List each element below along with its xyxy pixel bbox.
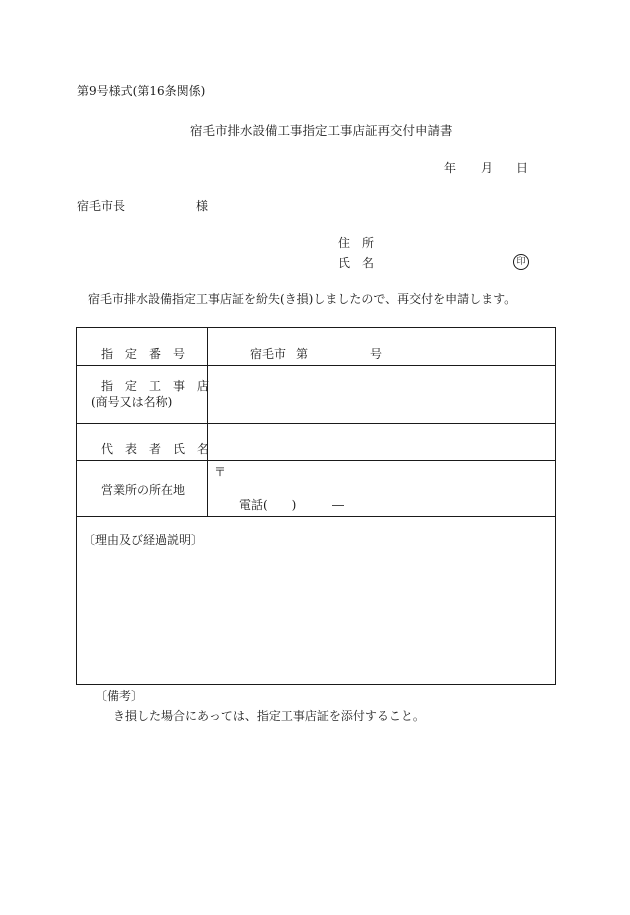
designation-number-label: 指 定 番 号 bbox=[101, 347, 186, 361]
document-title: 宿毛市排水設備工事指定工事店証再交付申請書 bbox=[190, 123, 453, 138]
row-divider bbox=[77, 423, 555, 424]
form-number: 第9号様式(第16条関係) bbox=[77, 84, 206, 98]
row-divider bbox=[77, 460, 555, 461]
contractor-label: 指 定 工 事 店 bbox=[101, 379, 210, 393]
column-divider bbox=[207, 328, 208, 516]
date-year-label: 年 bbox=[444, 161, 457, 175]
row-divider bbox=[77, 516, 555, 517]
application-form-table bbox=[76, 327, 556, 685]
designation-suffix: 号 bbox=[370, 347, 383, 361]
contractor-sublabel: (商号又は名称) bbox=[91, 395, 173, 409]
applicant-name-label: 氏 名 bbox=[338, 256, 375, 270]
reason-explanation-label: 〔理由及び経過説明〕 bbox=[83, 533, 204, 547]
addressee-honorific: 様 bbox=[196, 199, 209, 213]
addressee-name: 宿毛市長 bbox=[77, 199, 126, 213]
applicant-address-label: 住 所 bbox=[338, 236, 375, 250]
remarks-note: き損した場合にあっては、指定工事店証を添付すること。 bbox=[113, 709, 425, 723]
office-location-label: 営業所の所在地 bbox=[101, 483, 186, 497]
representative-name-label: 代 表 者 氏 名 bbox=[101, 442, 210, 456]
designation-prefix: 第 bbox=[296, 347, 309, 361]
postal-mark: 〒 bbox=[214, 465, 227, 479]
application-statement: 宿毛市排水設備指定工事店証を紛失(き損)しましたので、再交付を申請します。 bbox=[88, 292, 517, 306]
designation-city: 宿毛市 bbox=[250, 347, 287, 361]
phone-label: 電話( ) bbox=[239, 498, 297, 512]
phone-dash: ― bbox=[332, 498, 344, 512]
date-month-label: 月 bbox=[481, 161, 494, 175]
seal-mark: 印 bbox=[513, 254, 529, 270]
row-divider bbox=[77, 365, 555, 366]
remarks-title: 〔備考〕 bbox=[95, 689, 144, 703]
date-day-label: 日 bbox=[516, 161, 529, 175]
